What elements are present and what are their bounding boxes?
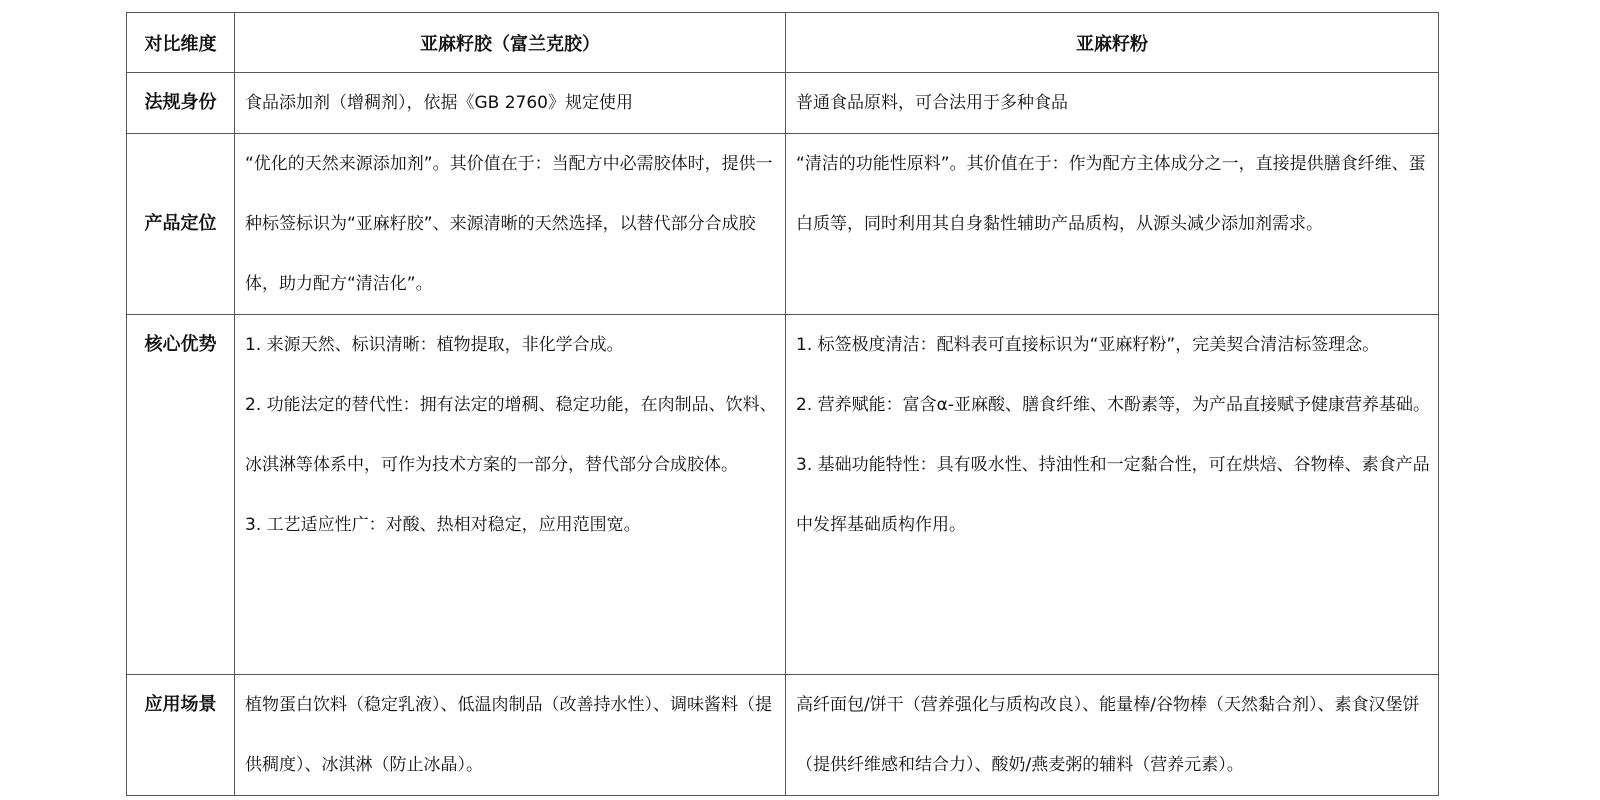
header-dimension: 对比维度	[127, 13, 235, 73]
comparison-table	[126, 12, 1439, 796]
row-label-regulation: 法规身份	[127, 73, 235, 134]
row-positioning	[127, 134, 1439, 315]
row-applications	[127, 675, 1439, 796]
cell-positioning-gum: “优化的天然来源添加剂”。其价值在于：当配方中必需胶体时，提供一种标签标识为“亚麻籽胶”、来源清晰的天然选择，以替代部分合成胶体，助力配方“清洁化”。	[235, 134, 786, 315]
cell-advantages-gum	[235, 315, 786, 675]
cell-applications-gum: 植物蛋白饮料（稳定乳液）、低温肉制品（改善持水性）、调味酱料（提供稠度）、冰淇淋（防止冰晶）。	[235, 675, 786, 796]
row-label-advantages: 核心优势	[127, 315, 235, 675]
advantage-gum-item-1: 1. 来源天然、标识清晰：植物提取，非化学合成。	[245, 335, 624, 355]
cell-advantages-powder	[786, 315, 1439, 675]
row-label-applications: 应用场景	[127, 675, 235, 796]
cell-regulation-powder: 普通食品原料，可合法用于多种食品	[786, 73, 1439, 134]
advantage-powder-item-2: 2. 营养赋能：富含α-亚麻酸、膳食纤维、木酚素等，为产品直接赋予健康营养基础。	[796, 395, 1430, 415]
advantage-powder-item-1: 1. 标签极度清洁：配料表可直接标识为“亚麻籽粉”，完美契合清洁标签理念。	[796, 335, 1380, 355]
row-advantages	[127, 315, 1439, 675]
cell-applications-powder: 高纤面包/饼干（营养强化与质构改良）、能量棒/谷物棒（天然黏合剂）、素食汉堡饼（提供纤维感和结合力）、酸奶/燕麦粥的辅料（营养元素）。	[786, 675, 1439, 796]
header-row	[127, 13, 1439, 73]
header-flaxseed-gum: 亚麻籽胶（富兰克胶）	[235, 13, 786, 73]
header-flaxseed-powder: 亚麻籽粉	[786, 13, 1439, 73]
advantage-gum-item-2: 2. 功能法定的替代性：拥有法定的增稠、稳定功能，在肉制品、饮料、冰淇淋等体系中，可作为技术方案的一部分，替代部分合成胶体。	[245, 395, 777, 475]
advantage-powder-item-3: 3. 基础功能特性：具有吸水性、持油性和一定黏合性，可在烘焙、谷物棒、素食产品中发挥基础质构作用。	[796, 455, 1430, 535]
cell-regulation-gum: 食品添加剂（增稠剂），依据《GB 2760》规定使用	[235, 73, 786, 134]
row-label-positioning: 产品定位	[127, 134, 235, 315]
advantage-gum-item-3: 3. 工艺适应性广：对酸、热相对稳定，应用范围宽。	[245, 515, 641, 535]
cell-positioning-powder: “清洁的功能性原料”。其价值在于：作为配方主体成分之一，直接提供膳食纤维、蛋白质等，同时利用其自身黏性辅助产品质构，从源头减少添加剂需求。	[786, 134, 1439, 315]
row-regulation	[127, 73, 1439, 134]
